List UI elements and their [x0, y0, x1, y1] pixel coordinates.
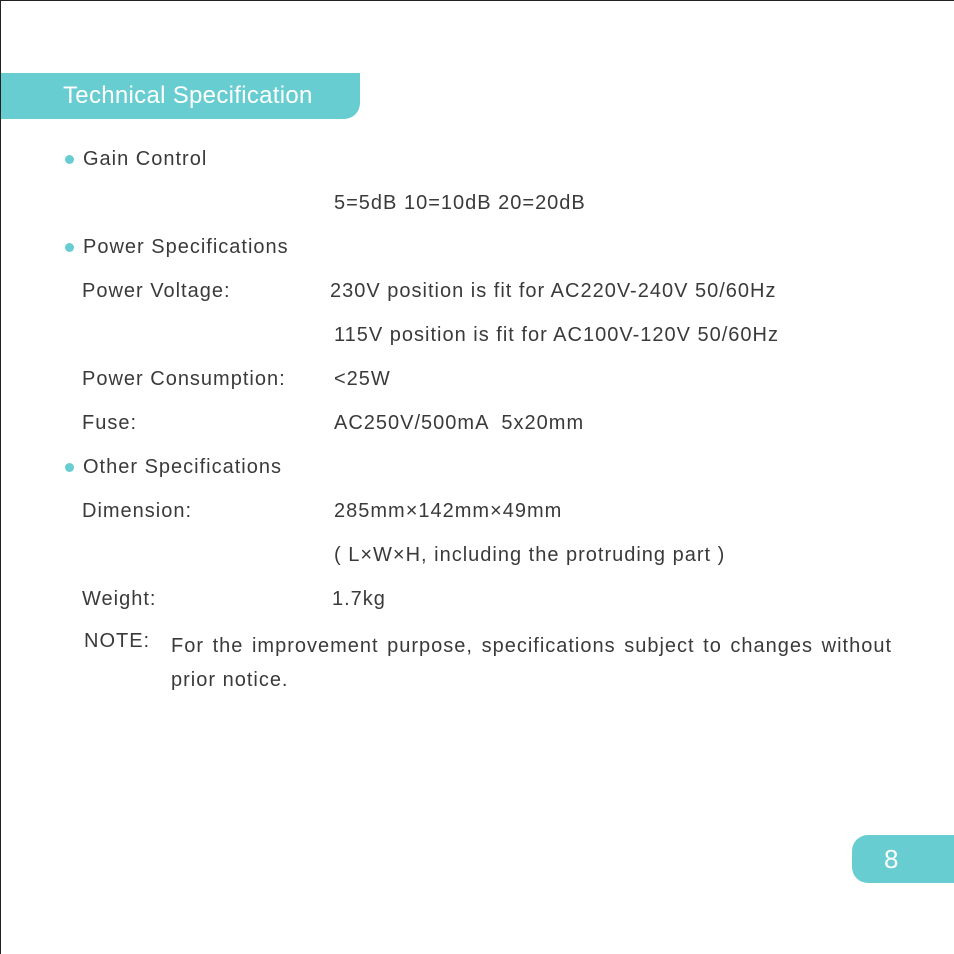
section-title: Technical Specification — [63, 82, 313, 109]
power-voltage-label: Power Voltage: — [82, 280, 231, 302]
fuse-label: Fuse: — [82, 412, 138, 434]
note-text: For the improvement purpose, specifications subject to changes without prior notice. — [171, 635, 892, 691]
note-label: NOTE: — [84, 630, 151, 652]
page-number: 8 — [884, 844, 899, 874]
power-voltage-value-2: 115V position is fit for AC100V-120V 50/60Hz — [334, 324, 779, 346]
dimension-label: Dimension: — [82, 500, 193, 522]
weight-value: 1.7kg — [332, 588, 386, 610]
gain-control-heading: Gain Control — [83, 148, 208, 170]
power-spec-heading: Power Specifications — [83, 236, 289, 258]
other-spec-heading: Other Specifications — [83, 456, 282, 478]
power-voltage-value-1: 230V position is fit for AC220V-240V 50/60Hz — [330, 280, 777, 302]
dimension-note: ( L×W×H, including the protruding part ) — [334, 544, 726, 566]
page-number-tab — [852, 835, 954, 883]
dimension-value: 285mm×142mm×49mm — [334, 500, 563, 522]
power-consumption-value: <25W — [334, 368, 391, 390]
gain-control-value: 5=5dB 10=10dB 20=20dB — [334, 192, 586, 214]
bullet-dot-icon — [65, 463, 74, 472]
weight-label: Weight: — [82, 588, 157, 610]
section-title-tab — [1, 73, 360, 119]
bullet-dot-icon — [65, 243, 74, 252]
bullet-dot-icon — [65, 155, 74, 164]
fuse-value: AC250V/500mA 5x20mm — [334, 412, 585, 434]
power-consumption-label: Power Consumption: — [82, 368, 286, 390]
